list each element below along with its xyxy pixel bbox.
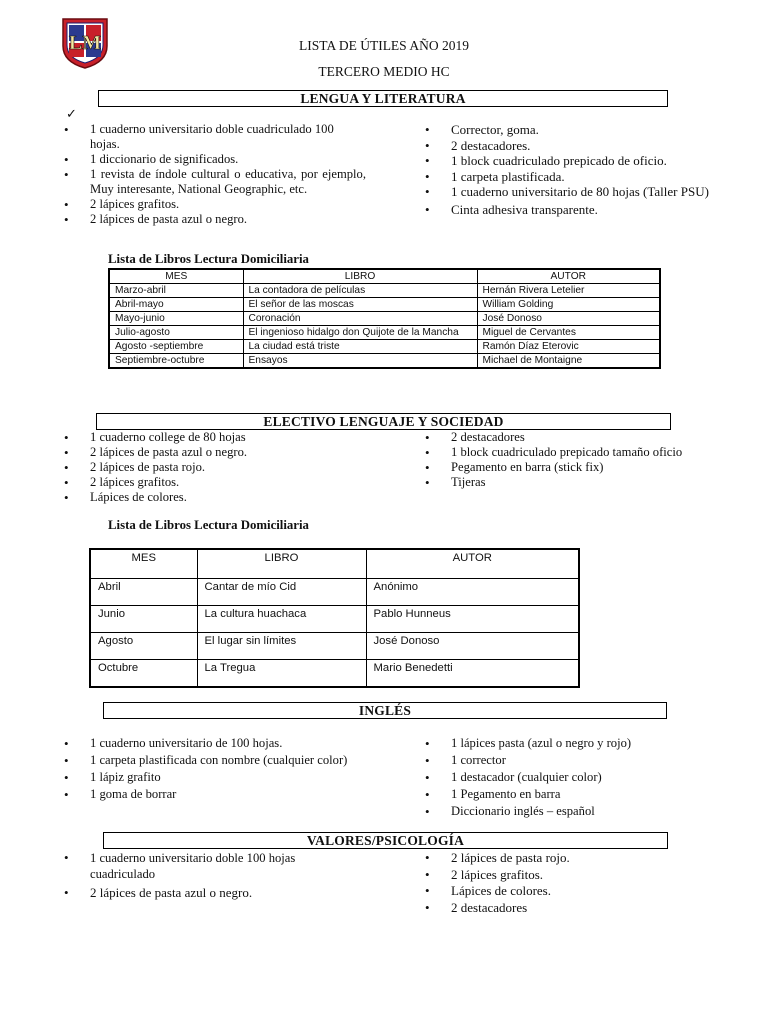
- valores-list-right: [421, 850, 721, 915]
- table-cell: Michael de Montaigne: [477, 354, 660, 369]
- table-cell: Ramón Díaz Eterovic: [477, 340, 660, 354]
- list-item: • Lápices de colores.: [421, 883, 721, 899]
- table-row: [109, 298, 660, 312]
- table-cell: Julio-agosto: [109, 326, 243, 340]
- list-item: • 2 lápices grafitos.: [421, 867, 721, 883]
- table-cell: El lugar sin límites: [197, 633, 366, 660]
- table-cell: La Tregua: [197, 660, 366, 688]
- table-cell: José Donoso: [477, 312, 660, 326]
- list-item: • 1 carpeta plastificada.: [421, 169, 721, 185]
- table-cell: Septiembre-octubre: [109, 354, 243, 369]
- table-row: [90, 606, 579, 633]
- list-item: • 1 cuaderno universitario de 80 hojas (Taller PSU): [421, 184, 721, 200]
- table-header-row: [90, 549, 579, 579]
- page-subtitle: TERCERO MEDIO HC: [318, 64, 450, 79]
- list-item: • 1 revista de índole cultural o educativa, por ejemplo, Muy interesante, National Geographic, etc.: [60, 167, 366, 197]
- table-cell: La contadora de películas: [243, 284, 477, 298]
- list-item: • 2 lápices de pasta azul o negro.: [60, 212, 366, 227]
- list-item: • 2 destacadores: [421, 900, 721, 916]
- books-table-lengua: [108, 268, 661, 369]
- list-item: • 1 cuaderno universitario doble 100 hojas cuadriculado: [60, 850, 320, 882]
- ingles-list-right: [421, 736, 721, 819]
- list-item: • 1 destacador (cualquier color): [421, 770, 721, 785]
- list-item: • 2 lápices de pasta rojo.: [421, 850, 721, 866]
- list-item: • 1 cuaderno universitario doble cuadriculado 100 hojas.: [60, 122, 366, 152]
- list-item: • 1 block cuadriculado prepicado de oficio.: [421, 153, 721, 169]
- list-item: • Pegamento en barra (stick fix): [421, 460, 751, 475]
- table-cell: Abril-mayo: [109, 298, 243, 312]
- table-cell: Octubre: [90, 660, 197, 688]
- table-row: [109, 354, 660, 369]
- ingles-list-left: [60, 736, 350, 802]
- check-icon: ✓: [66, 106, 77, 121]
- table-cell: La cultura huachaca: [197, 606, 366, 633]
- table-cell: Pablo Hunneus: [366, 606, 579, 633]
- table-cell: El ingenioso hidalgo don Quijote de la Mancha: [243, 326, 477, 340]
- column-header: AUTOR: [477, 269, 660, 284]
- electivo-list-right: [421, 430, 751, 490]
- list-item: • 2 destacadores: [421, 430, 751, 445]
- table-cell: Junio: [90, 606, 197, 633]
- list-item: • Tijeras: [421, 475, 751, 490]
- table-row: [109, 340, 660, 354]
- table-cell: Coronación: [243, 312, 477, 326]
- list-item: • 1 goma de borrar: [60, 787, 350, 802]
- table-cell: Ensayos: [243, 354, 477, 369]
- table-cell: Anónimo: [366, 579, 579, 606]
- list-item: • 1 diccionario de significados.: [60, 152, 366, 167]
- table-row: [109, 312, 660, 326]
- table-cell: Agosto -septiembre: [109, 340, 243, 354]
- books-table-electivo: [89, 548, 580, 688]
- table-cell: Cantar de mío Cid: [197, 579, 366, 606]
- table-row: [90, 579, 579, 606]
- table-row: [90, 660, 579, 688]
- table-cell: Mayo-junio: [109, 312, 243, 326]
- list-item: • Lápices de colores.: [60, 490, 390, 505]
- list-item: • Diccionario inglés – español: [421, 804, 721, 819]
- lengua-list-right: [421, 122, 721, 217]
- page-title: LISTA DE ÚTILES AÑO 2019: [299, 38, 469, 53]
- list-item: • 1 lápiz grafito: [60, 770, 350, 785]
- table-cell: Mario Benedetti: [366, 660, 579, 688]
- list-item: • 1 cuaderno college de 80 hojas: [60, 430, 390, 445]
- list-item: • 1 lápices pasta (azul o negro y rojo): [421, 736, 721, 751]
- column-header: LIBRO: [197, 549, 366, 579]
- table-cell: Marzo-abril: [109, 284, 243, 298]
- column-header: AUTOR: [366, 549, 579, 579]
- table-cell: José Donoso: [366, 633, 579, 660]
- list-item: • 1 Pegamento en barra: [421, 787, 721, 802]
- section-heading-electivo: ELECTIVO LENGUAJE Y SOCIEDAD: [96, 413, 671, 430]
- electivo-list-left: [60, 430, 390, 505]
- table-header-row: [109, 269, 660, 284]
- column-header: MES: [109, 269, 243, 284]
- table-cell: William Golding: [477, 298, 660, 312]
- list-item: • 1 cuaderno universitario de 100 hojas.: [60, 736, 350, 751]
- books-title-electivo: Lista de Libros Lectura Domiciliaria: [108, 518, 309, 532]
- list-item: • 1 block cuadriculado prepicado tamaño oficio: [421, 445, 751, 460]
- column-header: LIBRO: [243, 269, 477, 284]
- list-item: • 2 lápices grafitos.: [60, 475, 390, 490]
- table-row: [90, 633, 579, 660]
- list-item: • 2 lápices grafitos.: [60, 197, 366, 212]
- section-heading-ingles: INGLÉS: [103, 702, 667, 719]
- table-row: [109, 326, 660, 340]
- section-heading-lengua: LENGUA Y LITERATURA: [98, 90, 668, 107]
- svg-text:LM: LM: [68, 32, 102, 54]
- list-item: • 2 lápices de pasta azul o negro.: [60, 445, 390, 460]
- list-item: • 1 corrector: [421, 753, 721, 768]
- table-cell: Hernán Rivera Letelier: [477, 284, 660, 298]
- list-item: • 2 destacadores.: [421, 138, 721, 154]
- table-row: [109, 284, 660, 298]
- list-item: • 1 carpeta plastificada con nombre (cualquier color): [60, 753, 350, 768]
- list-item: • Corrector, goma.: [421, 122, 721, 138]
- table-cell: Agosto: [90, 633, 197, 660]
- table-cell: La ciudad está triste: [243, 340, 477, 354]
- table-cell: Abril: [90, 579, 197, 606]
- table-cell: El señor de las moscas: [243, 298, 477, 312]
- list-item: • 2 lápices de pasta azul o negro.: [60, 885, 360, 900]
- table-cell: Miguel de Cervantes: [477, 326, 660, 340]
- lengua-list-left: [60, 122, 366, 227]
- section-heading-valores: VALORES/PSICOLOGÍA: [103, 832, 668, 849]
- valores-list-left: [60, 850, 360, 900]
- books-title-lengua: Lista de Libros Lectura Domiciliaria: [108, 252, 309, 266]
- list-item: • 2 lápices de pasta rojo.: [60, 460, 390, 475]
- column-header: MES: [90, 549, 197, 579]
- list-item: • Cinta adhesiva transparente.: [421, 202, 721, 218]
